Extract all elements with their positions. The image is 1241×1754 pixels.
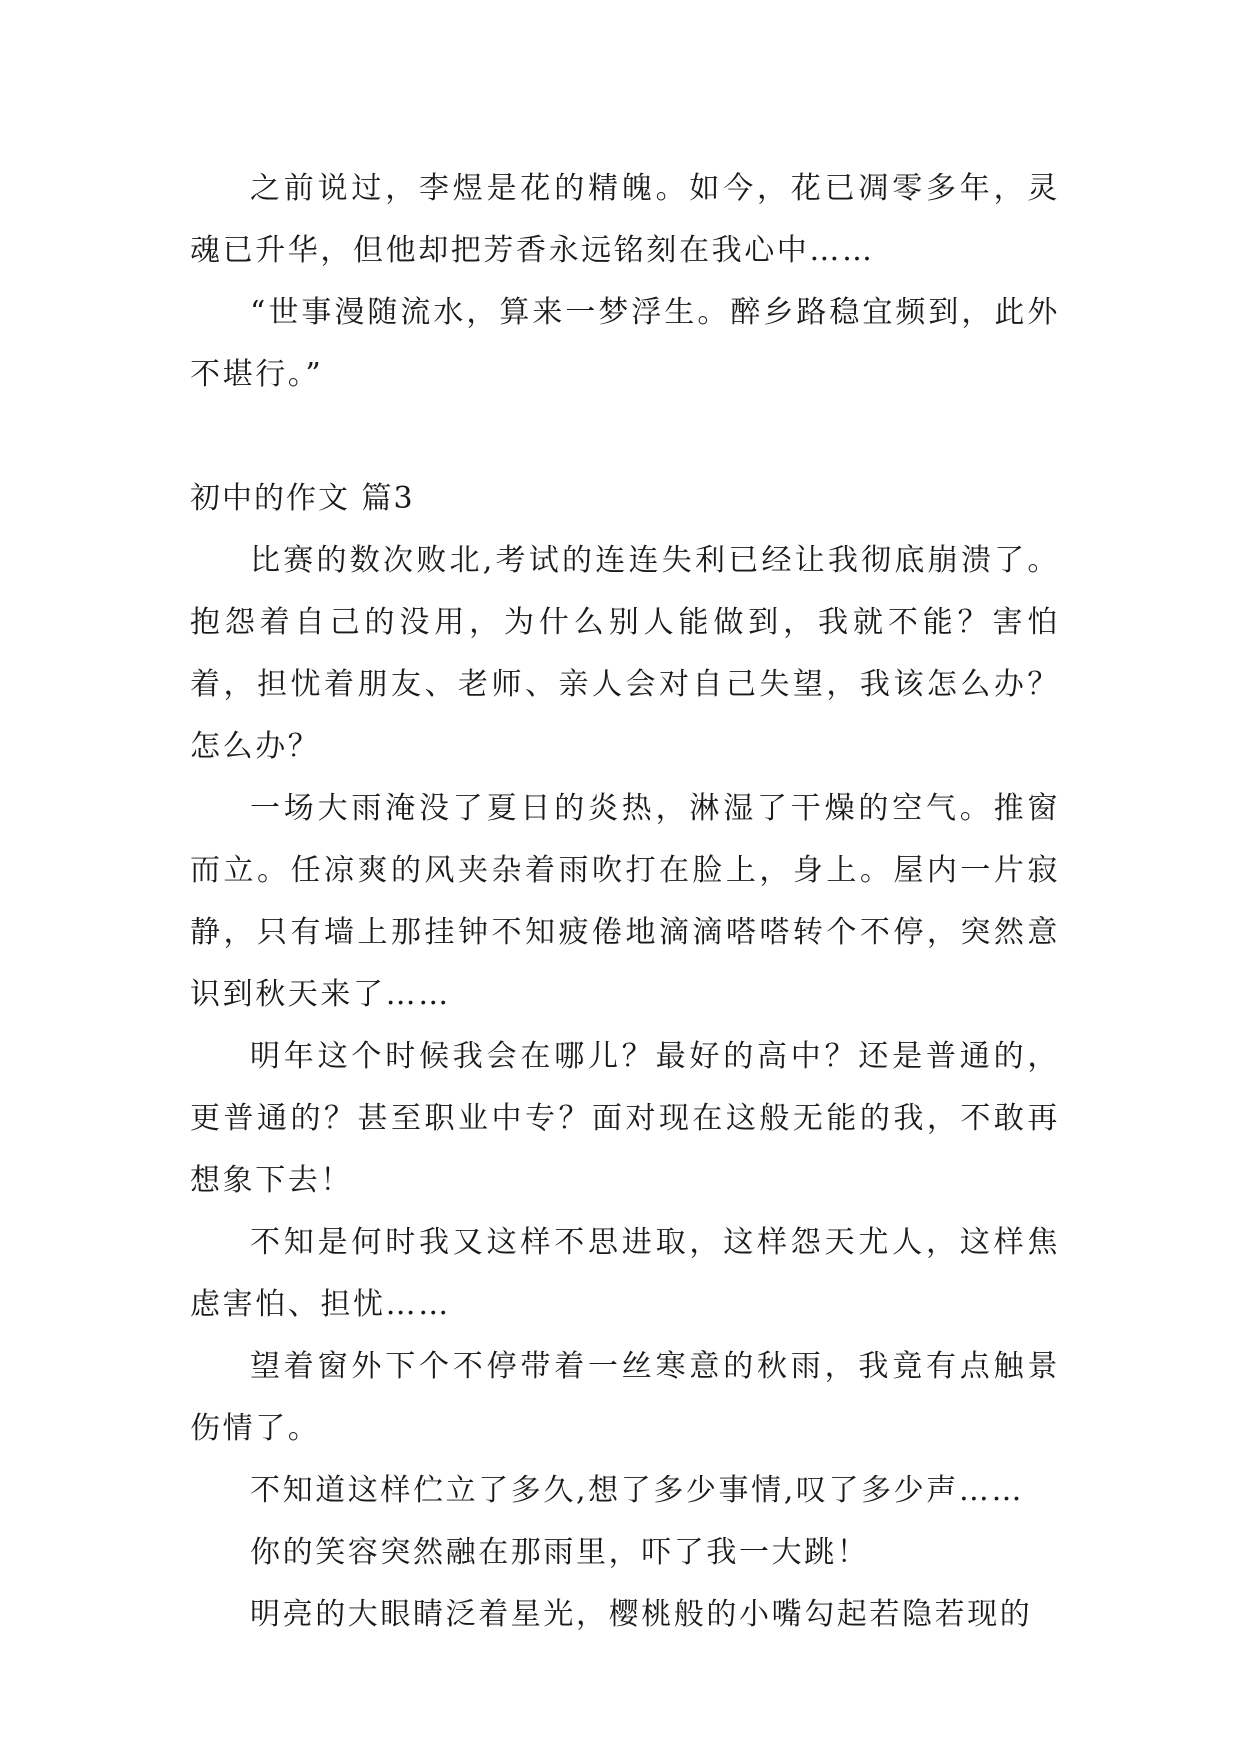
paragraph: “世事漫随流水，算来一梦浮生。醉乡路稳宜频到，此外不堪行。”	[190, 295, 1060, 392]
document-page	[190, 158, 1060, 1646]
paragraph: 明年这个时候我会在哪儿？最好的高中？还是普通的，更普通的？甚至职业中专？面对现在这般无能的我，不敢再想象下去！	[190, 1039, 1060, 1198]
paragraph: 望着窗外下个不停带着一丝寒意的秋雨，我竟有点触景伤情了。	[190, 1349, 1060, 1446]
paragraph: 比赛的数次败北,考试的连连失利已经让我彻底崩溃了。抱怨着自己的没用，为什么别人能做到，我就不能？害怕着，担忧着朋友、老师、亲人会对自己失望，我该怎么办？怎么办？	[190, 543, 1060, 764]
paragraph: 不知是何时我又这样不思进取，这样怨天尤人，这样焦虑害怕、担忧……	[190, 1225, 1060, 1322]
paragraph: 一场大雨淹没了夏日的炎热，淋湿了干燥的空气。推窗而立。任凉爽的风夹杂着雨吹打在脸上，身上。屋内一片寂静，只有墙上那挂钟不知疲倦地滴滴嗒嗒转个不停，突然意识到秋天来了……	[190, 791, 1060, 1012]
paragraph: 你的笑容突然融在那雨里，吓了我一大跳！	[250, 1535, 870, 1570]
paragraph: 不知道这样伫立了多久,想了多少事情,叹了多少声……	[250, 1473, 1025, 1508]
section-heading: 初中的作文 篇3	[190, 481, 415, 516]
paragraph: 之前说过，李煜是花的精魄。如今，花已凋零多年，灵魂已升华，但他却把芳香永远铭刻在我心中……	[190, 171, 1060, 268]
paragraph: 明亮的大眼睛泛着星光，樱桃般的小嘴勾起若隐若现的	[250, 1597, 1033, 1632]
